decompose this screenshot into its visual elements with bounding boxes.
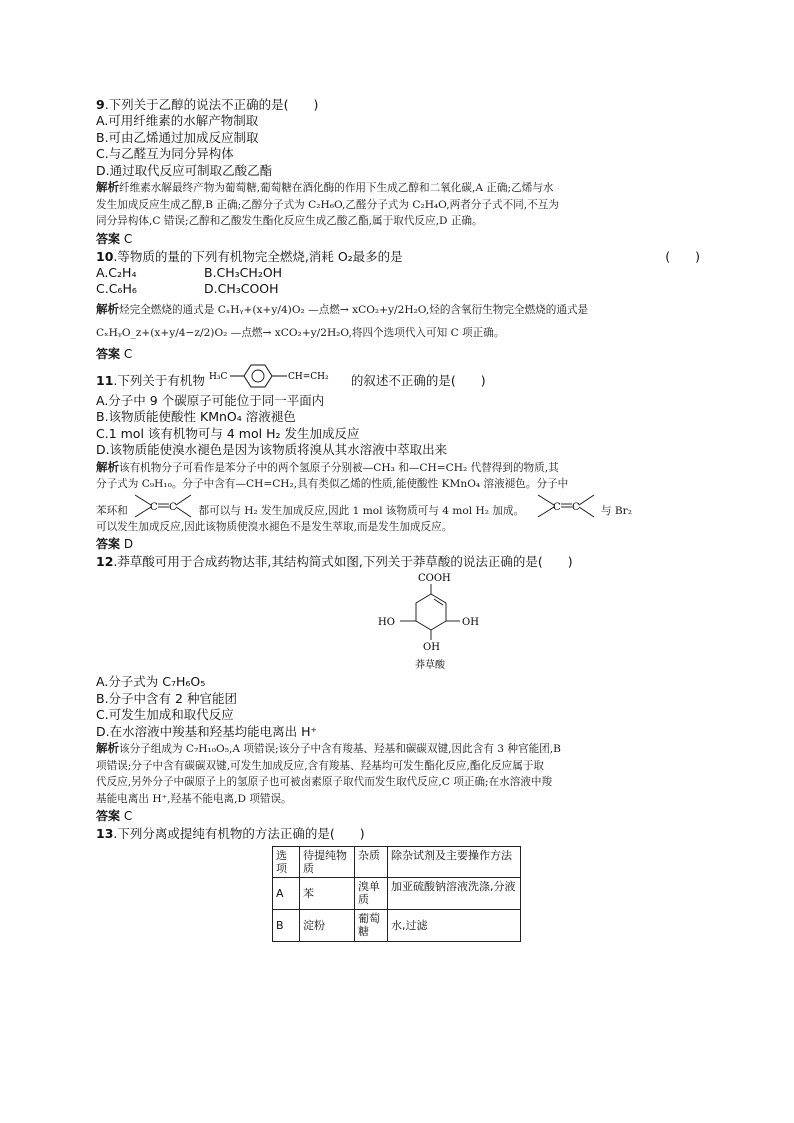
table-header: 除杂试剂及主要操作方法 <box>388 847 521 878</box>
table-cell: 葡萄糖 <box>355 910 388 942</box>
q12-option-d: D.在水溶液中羧基和羟基均能电离出 H⁺ <box>96 723 318 739</box>
question-9-stem: 9.下列关于乙醇的说法不正确的是( ) <box>96 97 319 112</box>
table-cell: 淀粉 <box>300 910 355 942</box>
table-cell: B <box>273 910 300 942</box>
q10-option-a: A.C₂H₄ <box>96 264 137 280</box>
struct-ho-left: HO <box>378 617 395 628</box>
q11-option-d: D.该物质能使溴水褪色是因为该物质将溴从其水溶液中萃取出来 <box>96 442 448 457</box>
q12-explanation: 解析该分子组成为 C₇H₁₀O₅,A 项错误;该分子中含有羧基、羟基和碳碳双键,因此含有 3 种官能团,B 项错误;分子中含有碳碳双键,可发生加成反应,含有羧基、羟基均可发生酯化反应,酯化反应属于取 代反应,另外分子中碳原子上的氢原子也可被卤素原子取代而发生取代反应,C 项正确;在水溶液中羧 基能电离出 H⁺,羟基不能电离,D 项错误。 <box>96 741 561 805</box>
svg-text:C: C <box>150 501 158 513</box>
q9-option-b: B.可由乙烯通过加成反应制取 <box>96 129 259 145</box>
q11-option-b: B.该物质能使酸性 KMnO₄ 溶液褪色 <box>96 409 296 424</box>
table-header: 待提纯物质 <box>300 847 355 878</box>
q9-option-c: C.与乙醛互为同分异构体 <box>96 146 234 161</box>
struct-cooh: COOH <box>418 573 451 584</box>
struct-right-label: CH=CH₂ <box>287 371 329 382</box>
q11-answer: 答案 D <box>96 537 134 551</box>
svg-text:C: C <box>571 501 580 513</box>
table-header-row <box>273 847 521 878</box>
table-cell: 苯 <box>300 878 355 910</box>
cc-double-bond-diagram <box>131 493 195 529</box>
q10-option-c: C.C₆H₆ <box>96 281 137 296</box>
question-11-stem: 11.下列关于有机物 H₃C CH=CH₂ 的叙述不正确的是( ) <box>96 363 700 393</box>
q10-option-b: B.CH₃CH₂OH <box>204 264 283 280</box>
q10-explanation: 解析烃完全燃烧的通式是 CₓHᵧ+(x+y/4)O₂ —点燃→ xCO₂+y/2H₂O,烃的含氧衍生物完全燃烧的通式是 CₓHᵧO_z+(x+y/4−z/2)O₂ —点燃→ xCO₂+y/2H₂O,将四个选项代入可知 C 项正确。 <box>96 301 589 339</box>
q11-explanation: 解析该有机物分子可看作是苯分子中的两个氢原子分别被—CH₃ 和—CH=CH₂ 代替得到的物质,其 分子式为 C₉H₁₀。分子中含有—CH=CH₂,具有类似乙烯的性质,能使酸性 KMnO₄ 溶液褪色。分子中 苯环和 C C 都可以与 H₂ 发生加成反应,因此 1 mol 该物质可与 4 mol H₂ 加成。 C C 与 Br₂ 可以发生加成反应,因此该物质使溴水褪色不是发生萃取,而是发生加成反应。 <box>96 459 632 533</box>
table-header: 杂质 <box>355 847 388 878</box>
cc-double-bond-diagram-2 <box>534 493 598 529</box>
struct-left-label: H₃C <box>208 371 228 382</box>
q12-option-a: A.分子式为 C₇H₆O₅ <box>96 674 206 689</box>
table-header: 选项 <box>273 847 300 878</box>
struct-caption: 莽草酸 <box>415 660 445 671</box>
q9-option-a: A.可用纤维素的水解产物制取 <box>96 113 259 128</box>
separation-methods-table <box>272 846 521 942</box>
q10-options-row1 <box>96 265 700 282</box>
table-cell: 水,过滤 <box>388 910 521 942</box>
q12-answer: 答案 C <box>96 809 133 823</box>
question-10-stem: 10.等物质的量的下列有机物完全燃烧,消耗 O₂最多的是 ( ) <box>96 248 700 264</box>
table-cell: 溴单质 <box>355 878 388 910</box>
q10-options-row2 <box>96 281 700 298</box>
question-12-stem: 12.莽草酸可用于合成药物达菲,其结构简式如图,下列关于莽草酸的说法正确的是( ) <box>96 554 573 569</box>
q11-option-c: C.1 mol 该有机物可与 4 mol H₂ 发生加成反应 <box>96 425 360 441</box>
worksheet-page <box>96 96 700 942</box>
q12-option-b: B.分子中含有 2 种官能团 <box>96 690 237 706</box>
q12-option-c: C.可发生加成和取代反应 <box>96 707 234 722</box>
q9-answer: 答案 C <box>96 231 133 246</box>
q9-option-d: D.通过取代反应可制取乙酸乙酯 <box>96 162 273 178</box>
table-row <box>273 878 521 910</box>
q10-option-d: D.CH₃COOH <box>204 281 279 296</box>
table-cell: A <box>273 878 300 910</box>
q11-option-a: A.分子中 9 个碳原子可能位于同一平面内 <box>96 392 325 408</box>
struct-oh-bottom: OH <box>423 642 440 653</box>
question-13-stem: 13.下列分离或提纯有机物的方法正确的是( ) <box>96 826 365 841</box>
table-row <box>273 910 521 942</box>
q9-explanation: 解析纤维素水解最终产物为葡萄糖,葡萄糖在酒化酶的作用下生成乙醇和二氧化碳,A 正确;乙烯与水 发生加成反应生成乙醇,B 正确;乙醇分子式为 C₂H₆O,乙醛分子式为 C₂H₄O,两者分子式不同,不互为 同分异构体,C 错误;乙醇和乙酸发生酯化反应生成乙酸乙酯,属于取代反应,D 正确。 <box>96 180 559 227</box>
shikimic-acid-structure <box>96 570 700 674</box>
svg-text:C: C <box>169 501 177 513</box>
svg-text:C: C <box>552 501 561 513</box>
struct-oh-right: OH <box>462 617 479 628</box>
table-cell: 加亚硫酸钠溶液洗涤,分液 <box>388 878 521 910</box>
q10-answer: 答案 C <box>96 346 133 361</box>
